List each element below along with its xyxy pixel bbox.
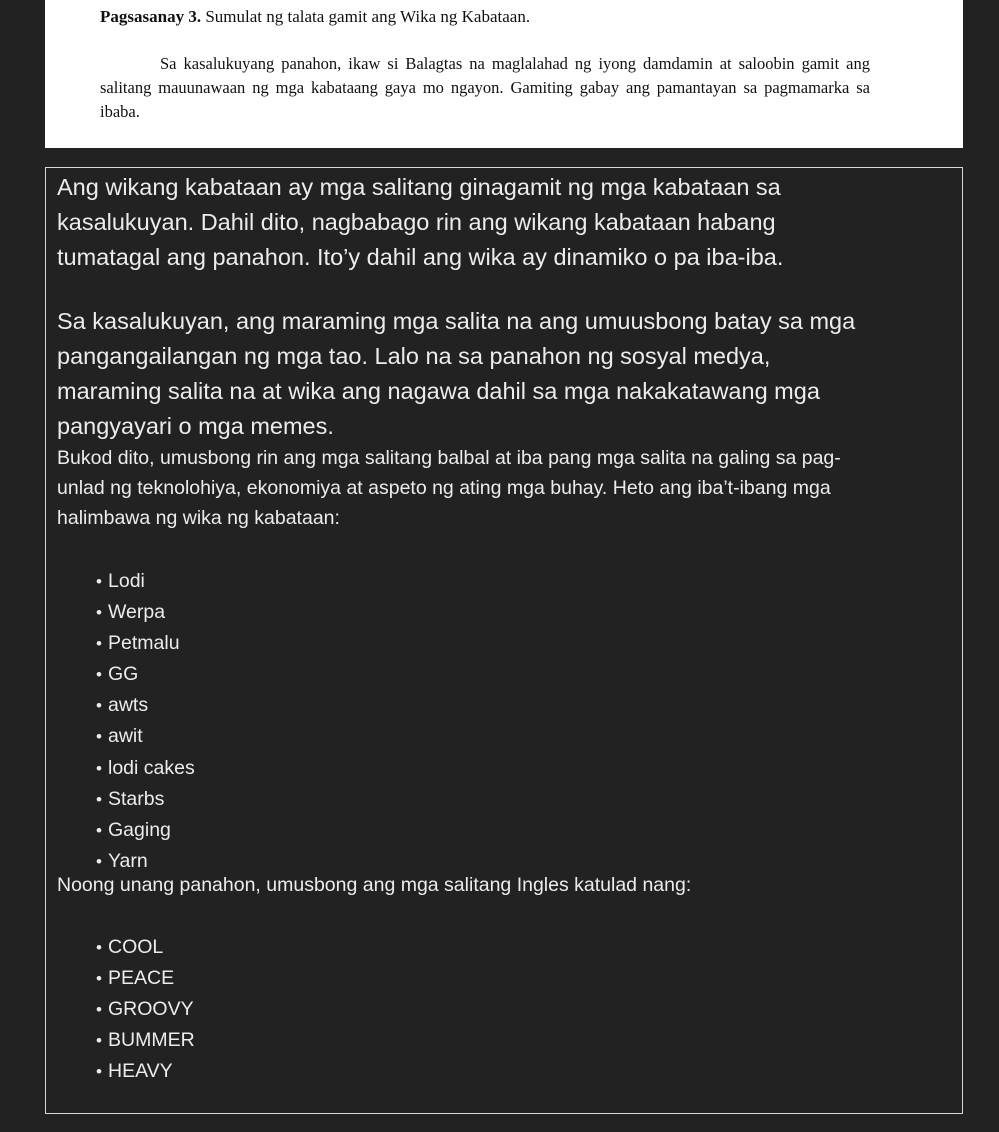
answer-paragraph-2 <box>57 304 855 444</box>
bullet-icon: • <box>96 758 102 778</box>
modern-words-list <box>96 566 195 877</box>
paragraph-line: pangyayari o mga memes. <box>57 413 334 439</box>
answer-paragraph-1 <box>57 170 783 275</box>
bullet-icon: • <box>96 603 102 623</box>
bullet-icon: • <box>96 969 102 989</box>
list-item <box>96 963 195 994</box>
bullet-icon: • <box>96 789 102 809</box>
exercise-title <box>100 7 530 27</box>
paragraph-line: kasalukuyan. Dahil dito, nagbabago rin ang wikang kabataan habang <box>57 209 776 235</box>
list-item-label: PEACE <box>108 967 175 990</box>
bullet-icon: • <box>96 1031 102 1051</box>
list-item-label: BUMMER <box>108 1029 195 1052</box>
paragraph-line: halimbawa ng wika ng kabataan: <box>57 507 340 529</box>
list-item-label: lodi cakes <box>108 756 195 779</box>
list-item <box>96 753 195 784</box>
paragraph-line: Sa kasalukuyan, ang maraming mga salita na ang umuusbong batay sa mga <box>57 308 856 334</box>
exercise-instruction: Sumulat ng talata gamit ang Wika ng Kabataan. <box>205 7 531 26</box>
paragraph-line: tumatagal ang panahon. Ito’y dahil ang wika ay dinamiko o pa iba-iba. <box>57 244 784 270</box>
list-item-label: Yarn <box>108 849 148 872</box>
bullet-icon: • <box>96 851 102 871</box>
list-item <box>96 659 195 690</box>
paragraph-line: Bukod dito, umusbong rin ang mga salitang balbal at iba pang mga salita na galing sa pag- <box>57 447 841 469</box>
list-item-label: awit <box>108 725 143 748</box>
list-item-label: Starbs <box>108 787 165 810</box>
list-item <box>96 566 195 597</box>
bullet-icon: • <box>96 820 102 840</box>
list-item-label: Gaging <box>108 818 171 841</box>
bullet-icon: • <box>96 1062 102 1082</box>
exercise-sheet <box>45 0 963 148</box>
list-item <box>96 721 195 752</box>
list-item-label: HEAVY <box>108 1060 173 1083</box>
paragraph-line: Ang wikang kabataan ay mga salitang ginagamit ng mga kabataan sa <box>57 174 781 200</box>
bullet-icon: • <box>96 665 102 685</box>
list-item <box>96 690 195 721</box>
list-item <box>96 994 195 1025</box>
bullet-icon: • <box>96 696 102 716</box>
paragraph-line: maraming salita na at wika ang nagawa dahil sa mga nakakatawang mga <box>57 378 820 404</box>
list-item-label: GG <box>108 663 139 686</box>
exercise-body: Sa kasalukuyang panahon, ikaw si Balagtas na maglalahad ng iyong damdamin at saloobin gamit ang salitang mauunawaan ng mga kabataang gaya mo ngayon. Gamiting gabay ang pamantayan sa pagmamarka sa ibaba. <box>100 54 870 121</box>
list-item <box>96 815 195 846</box>
bullet-icon: • <box>96 1000 102 1020</box>
bullet-icon: • <box>96 938 102 957</box>
list-item <box>96 628 195 659</box>
bullet-icon: • <box>96 727 102 747</box>
paragraph-line: pangangailangan ng mga tao. Lalo na sa panahon ng sosyal medya, <box>57 343 771 369</box>
list-item-label: Petmalu <box>108 632 180 655</box>
list-item-label: COOL <box>108 936 164 958</box>
list-item <box>96 597 195 628</box>
answer-card <box>45 167 963 1114</box>
list-item <box>96 1056 195 1087</box>
list-item <box>96 784 195 815</box>
answer-paragraph-4: Noong unang panahon, umusbong ang mga salitang Ingles katulad nang: <box>57 874 692 896</box>
list-item-label: Lodi <box>108 570 145 592</box>
answer-paragraph-3 <box>57 443 841 533</box>
old-words-list <box>96 932 195 1087</box>
list-item <box>96 1025 195 1056</box>
list-item <box>96 932 195 963</box>
bullet-icon: • <box>96 572 102 591</box>
list-item-label: awts <box>108 694 149 717</box>
bullet-icon: • <box>96 634 102 654</box>
list-item-label: Werpa <box>108 601 166 624</box>
list-item-label: GROOVY <box>108 998 194 1021</box>
paragraph-line: unlad ng teknolohiya, ekonomiya at aspeto ng ating mga buhay. Heto ang iba’t-ibang mga <box>57 477 831 499</box>
exercise-label: Pagsasanay 3. <box>100 7 202 26</box>
